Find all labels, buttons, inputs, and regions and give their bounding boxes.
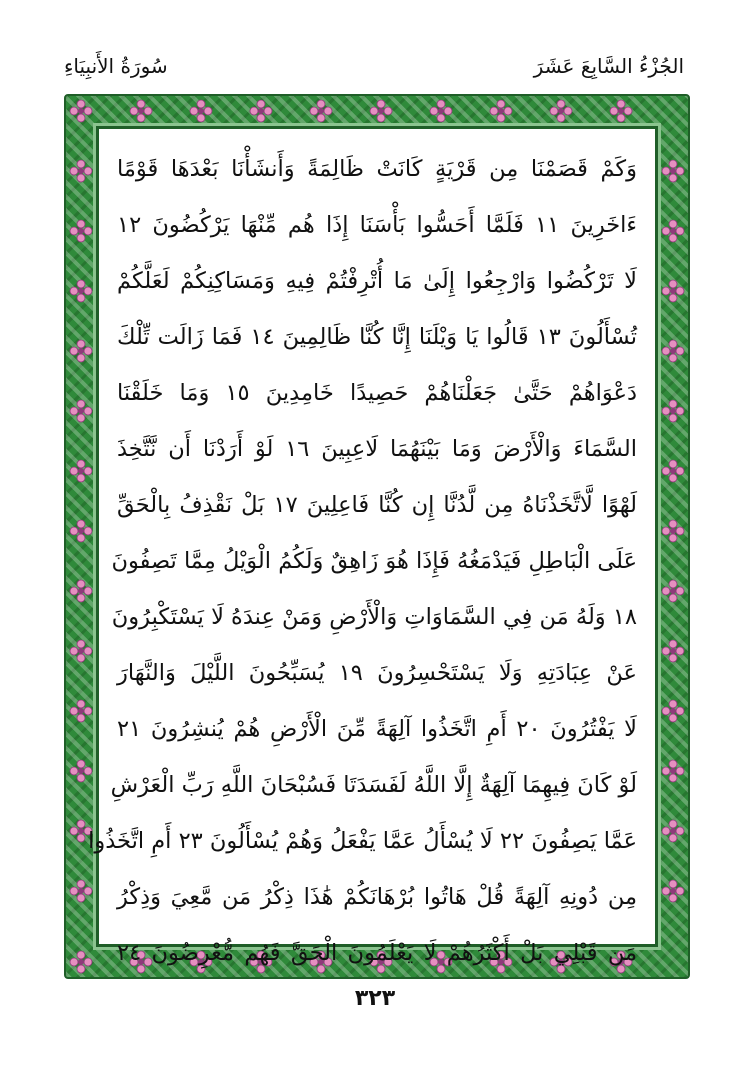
surah-title: سُورَةُ الأَنبِيَاءِ <box>64 54 168 78</box>
text-line: تُسْأَلُونَ ١٣ قَالُوا يَا وَيْلَنَا إِنَّا كُنَّا ظَالِمِينَ ١٤ فَمَا زَالَت تِّلْكَ <box>117 324 637 350</box>
text-line: وَكَمْ قَصَمْنَا مِن قَرْيَةٍ كَانَتْ ظَالِمَةً وَأَنشَأْنَا بَعْدَهَا قَوْمًا <box>117 156 637 182</box>
flower-ornament-icon <box>550 100 572 122</box>
flower-ornament-icon <box>662 160 684 182</box>
flower-ornament-icon <box>70 760 92 782</box>
flower-ornament-icon <box>130 100 152 122</box>
juz-title: الجُزْءُ السَّابِعَ عَشَرَ <box>533 54 684 78</box>
page-header <box>64 54 684 90</box>
text-line: مَن قَبْلِي بَلْ أَكْثَرُهُمْ لَا يَعْلَمُونَ الْحَقَّ فَهُم مُّعْرِضُونَ ٢٤ <box>117 940 637 966</box>
text-line: لَا يَفْتُرُونَ ٢٠ أَمِ اتَّخَذُوا آلِهَةً مِّنَ الْأَرْضِ هُمْ يُنشِرُونَ ٢١ <box>117 716 637 742</box>
flower-ornament-icon <box>70 700 92 722</box>
text-line: دَعْوَاهُمْ حَتَّىٰ جَعَلْنَاهُمْ حَصِيدًا خَامِدِينَ ١٥ وَمَا خَلَقْنَا <box>117 380 637 406</box>
text-line: عَلَى الْبَاطِلِ فَيَدْمَغُهُ فَإِذَا هُوَ زَاهِقٌ وَلَكُمُ الْوَيْلُ مِمَّا تَصِفُونَ <box>111 548 637 574</box>
flower-ornament-icon <box>70 100 92 122</box>
flower-ornament-icon <box>70 640 92 662</box>
flower-ornament-icon <box>370 100 392 122</box>
flower-ornament-icon <box>70 220 92 242</box>
page-number: ٣٢٣ <box>354 986 396 1011</box>
flower-ornament-icon <box>662 280 684 302</box>
flower-ornament-icon <box>430 100 452 122</box>
ornamental-border <box>64 94 690 979</box>
flower-ornament-icon <box>70 280 92 302</box>
flower-ornament-icon <box>662 520 684 542</box>
flower-ornament-icon <box>70 951 92 973</box>
quran-text <box>88 141 637 966</box>
flower-ornament-icon <box>190 100 212 122</box>
flower-ornament-icon <box>310 100 332 122</box>
text-line: لَهْوًا لَّاتَّخَذْنَاهُ مِن لَّدُنَّا إِن كُنَّا فَاعِلِينَ ١٧ بَلْ نَقْذِفُ بِالْحَقِّ <box>117 492 637 518</box>
text-line: السَّمَاءَ وَالْأَرْضَ وَمَا بَيْنَهُمَا لَاعِبِينَ ١٦ لَوْ أَرَدْنَا أَن نَّتَّخِذَ <box>117 436 637 462</box>
flower-ornament-icon <box>662 880 684 902</box>
flower-ornament-icon <box>662 220 684 242</box>
flower-ornament-icon <box>70 340 92 362</box>
flower-ornament-icon <box>70 580 92 602</box>
flower-ornament-icon <box>70 520 92 542</box>
text-line: مِن دُونِهِ آلِهَةً قُلْ هَاتُوا بُرْهَانَكُمْ هَٰذَا ذِكْرُ مَن مَّعِيَ وَذِكْرُ <box>117 884 637 910</box>
text-line: ١٨ وَلَهُ مَن فِي السَّمَاوَاتِ وَالْأَرْضِ وَمَنْ عِندَهُ لَا يَسْتَكْبِرُونَ <box>111 604 637 630</box>
flower-ornament-icon <box>662 340 684 362</box>
flower-ornament-icon <box>662 700 684 722</box>
text-line: لَا تَرْكُضُوا وَارْجِعُوا إِلَىٰ مَا أُتْرِفْتُمْ فِيهِ وَمَسَاكِنِكُمْ لَعَلَّكُمْ <box>117 268 637 294</box>
flower-ornament-icon <box>70 460 92 482</box>
flower-ornament-icon <box>662 640 684 662</box>
text-panel <box>88 126 658 966</box>
flower-ornament-icon <box>662 580 684 602</box>
flower-ornament-icon <box>610 100 632 122</box>
text-line: عَمَّا يَصِفُونَ ٢٢ لَا يُسْأَلُ عَمَّا يَفْعَلُ وَهُمْ يُسْأَلُونَ ٢٣ أَمِ اتَّخَذُوا <box>88 828 637 854</box>
flower-ornament-icon <box>70 160 92 182</box>
text-line: عَنْ عِبَادَتِهِ وَلَا يَسْتَحْسِرُونَ ١٩ يُسَبِّحُونَ اللَّيْلَ وَالنَّهَارَ <box>117 660 637 686</box>
flower-ornament-icon <box>662 460 684 482</box>
flower-ornament-icon <box>70 400 92 422</box>
text-line: ءَاخَرِينَ ١١ فَلَمَّا أَحَسُّوا بَأْسَنَا إِذَا هُم مِّنْهَا يَرْكُضُونَ ١٢ <box>117 212 637 238</box>
flower-ornament-icon <box>490 100 512 122</box>
flower-ornament-icon <box>662 400 684 422</box>
text-line: لَوْ كَانَ فِيهِمَا آلِهَةٌ إِلَّا اللَّهُ لَفَسَدَتَا فَسُبْحَانَ اللَّهِ رَبِّ الْعَرْشِ <box>110 772 637 798</box>
flower-ornament-icon <box>250 100 272 122</box>
flower-ornament-icon <box>662 820 684 842</box>
flower-ornament-icon <box>662 760 684 782</box>
flower-ornament-icon <box>70 880 92 902</box>
